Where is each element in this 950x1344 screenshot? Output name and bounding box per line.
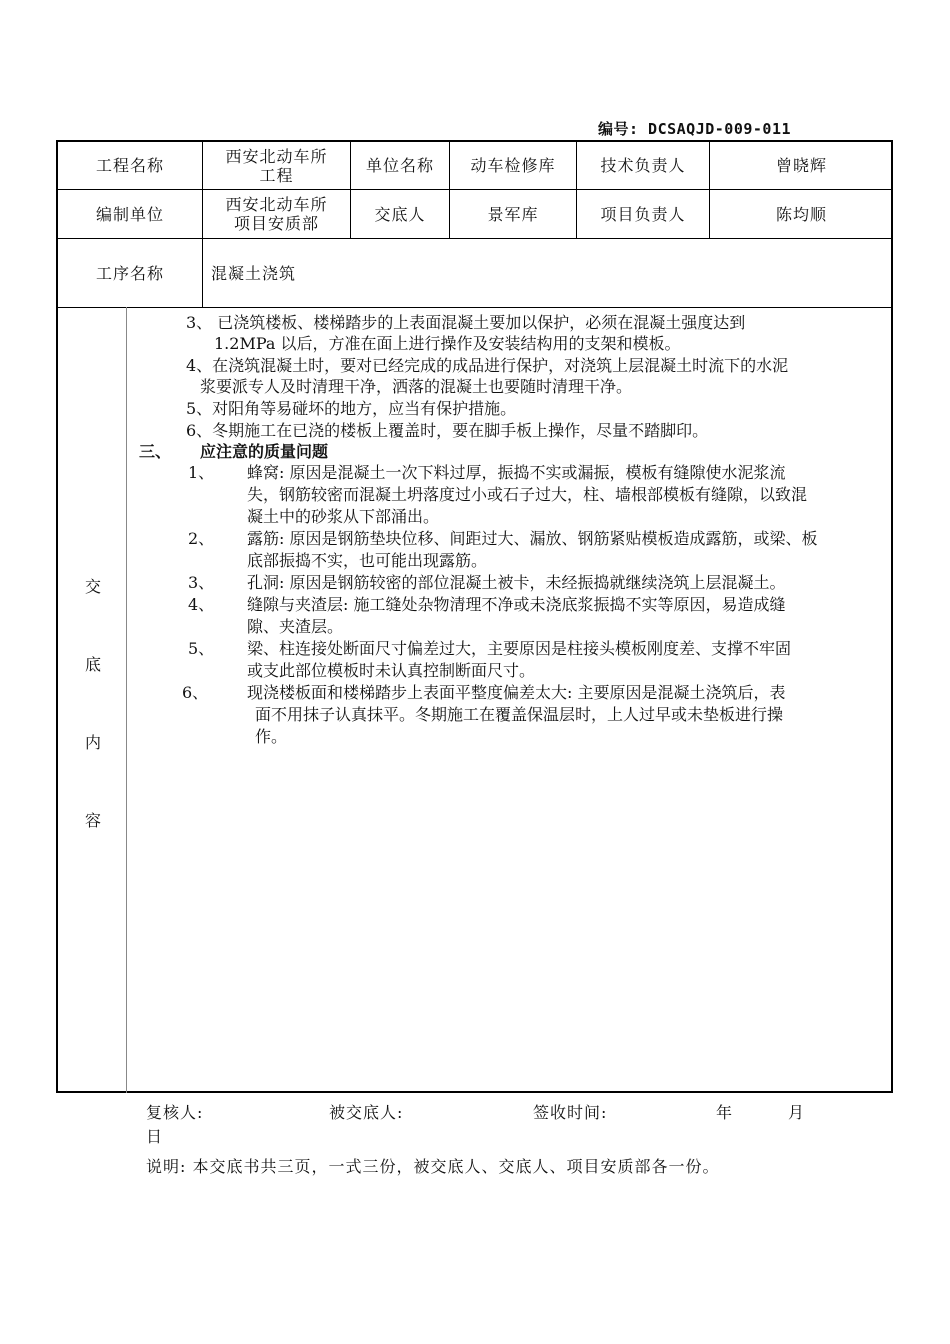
compiling-unit-value	[203, 190, 350, 238]
issue-line: 失，钢筋较密而混凝土坍落度过小或石子过大，柱、墙根部模板有缝隙，以致混	[247, 485, 808, 504]
side-label-char: 容	[84, 811, 101, 830]
side-label-char: 底	[84, 655, 101, 674]
project-lead-label: 项目负责人	[600, 204, 686, 224]
issue-line: 底部振捣不实，也可能出现露筋。	[247, 551, 488, 570]
reviewer-label: 复核人:	[146, 1103, 204, 1122]
content-line: 1.2MPa 以后，方准在面上进行操作及安装结构用的支架和模板。	[214, 334, 681, 353]
sign-time-label: 签收时间:	[533, 1103, 608, 1122]
process-label: 工序名称	[95, 263, 164, 283]
day-label: 日	[146, 1127, 164, 1146]
issue-line: 缝隙与夹渣层: 施工缝处杂物清理不净或未浇底浆振捣不实等原因，易造成缝	[247, 595, 786, 614]
issue-line: 或支此部位模板时未认真控制断面尺寸。	[247, 661, 536, 680]
content-line: 5、对阳角等易碰坏的地方，应当有保护措施。	[186, 399, 517, 418]
briefer-label: 交底人	[374, 204, 426, 224]
month-label: 月	[788, 1103, 806, 1122]
issue-number: 4、	[188, 595, 215, 614]
content-line: 4、在浇筑混凝土时，要对已经完成的成品进行保护，对浇筑上层混凝土时流下的水泥	[186, 356, 789, 375]
section-number: 三、	[139, 442, 172, 461]
issue-line: 孔洞: 原因是钢筋较密的部位混凝土被卡，未经振捣就继续浇筑上层混凝土。	[247, 573, 786, 592]
issue-line: 露筋: 原因是钢筋垫块位移、间距过大、漏放、钢筋紧贴模板造成露筋，或梁、板	[247, 529, 818, 548]
section-title: 应注意的质量问题	[200, 442, 329, 461]
unit-name-value: 动车检修库	[470, 156, 556, 175]
issue-number: 3、	[188, 573, 215, 592]
issue-number: 5、	[188, 639, 215, 658]
content-line: 浆要派专人及时清理干净，洒落的混凝土也要随时清理干净。	[200, 377, 633, 396]
project-name-label: 工程名称	[95, 156, 164, 175]
receiver-label: 被交底人:	[329, 1103, 404, 1122]
year-label: 年	[716, 1103, 734, 1122]
content-line: 6、冬期施工在已浇的楼板上覆盖时，要在脚手板上操作，尽量不踏脚印。	[186, 421, 709, 440]
tech-lead-value: 曾晓辉	[775, 156, 827, 175]
issue-line: 蜂窝: 原因是混凝土一次下料过厚，振捣不实或漏振，模板有缝隙使水泥浆流	[247, 463, 786, 482]
issue-line: 隙、夹渣层。	[247, 617, 344, 636]
issue-number: 2、	[188, 529, 215, 548]
compiling-unit-line2: 项目安质部	[233, 214, 319, 233]
issue-line: 作。	[255, 727, 288, 746]
issue-line: 面不用抹子认真抹平。冬期施工在覆盖保温层时，上人过早或未垫板进行操	[255, 705, 784, 724]
compiling-unit-label: 编制单位	[95, 204, 164, 224]
side-label-char: 交	[84, 577, 101, 596]
briefing-form	[56, 140, 893, 1093]
content-line: 3、 已浇筑楼板、楼梯踏步的上表面混凝土要加以保护，必须在混凝土强度达到	[186, 313, 746, 332]
document-number: 编号: DCSAQJD-009-011	[598, 120, 792, 138]
process-value: 混凝土浇筑	[211, 263, 297, 283]
compiling-unit-line1: 西安北动车所	[225, 195, 328, 214]
project-name-line1: 西安北动车所	[225, 146, 328, 166]
briefer-value: 景军库	[487, 204, 539, 224]
issue-line: 梁、柱连接处断面尺寸偏差过大，主要原因是柱接头模板刚度差、支撑不牢固	[247, 639, 792, 658]
row-divider	[58, 307, 891, 308]
issue-number: 1、	[188, 463, 215, 482]
tech-lead-label: 技术负责人	[600, 156, 686, 175]
issue-line: 现浇楼板面和楼梯踏步上表面平整度偏差太大: 主要原因是混凝土浇筑后，表	[247, 683, 786, 702]
project-name-value	[203, 142, 350, 189]
footer-note: 说明: 本交底书共三页，一式三份，被交底人、交底人、项目安质部各一份。	[146, 1157, 720, 1176]
project-lead-value: 陈均顺	[775, 204, 827, 224]
unit-name-label: 单位名称	[365, 156, 434, 175]
content-side-divider	[126, 307, 127, 1093]
side-label-char: 内	[84, 733, 101, 752]
project-name-line2: 工程	[259, 165, 294, 185]
issue-line: 凝土中的砂浆从下部涌出。	[247, 507, 440, 526]
issue-number: 6、	[182, 683, 209, 702]
